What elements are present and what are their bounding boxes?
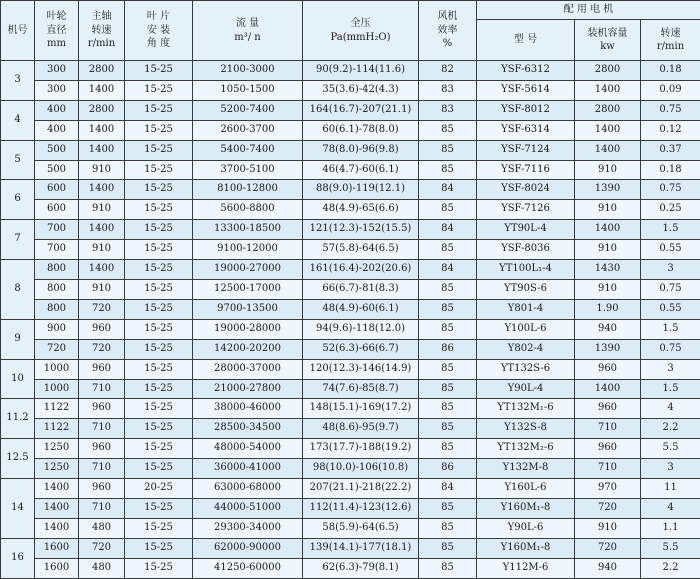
table-row [1, 359, 700, 379]
impeller-diameter-cell: 800 [35, 279, 79, 299]
motor-speed-cell: 4 [641, 399, 700, 419]
machine-no-cell: 9 [1, 319, 35, 359]
fan-efficiency-cell: 86 [419, 459, 477, 479]
flow-cell: 13300-18500 [193, 220, 303, 240]
motor-speed-cell: 1.5 [641, 379, 700, 399]
motor-model-cell: Y132S-8 [477, 419, 575, 439]
machine-no-cell: 3 [1, 61, 35, 101]
motor-speed-cell: 0.55 [641, 240, 700, 260]
motor-speed-cell: 0.18 [641, 160, 700, 180]
blade-angle-cell: 15-25 [125, 379, 193, 399]
spindle-speed-cell: 1400 [79, 220, 125, 240]
flow-cell: 62000-90000 [193, 538, 303, 558]
flow-cell: 29300-34000 [193, 518, 303, 538]
blade-angle-cell: 15-25 [125, 558, 193, 578]
spindle-speed-cell: 710 [79, 379, 125, 399]
flow-cell: 48000-54000 [193, 439, 303, 459]
table-row [1, 120, 700, 140]
blade-angle-cell: 15-25 [125, 61, 193, 81]
fan-efficiency-cell: 84 [419, 479, 477, 499]
impeller-diameter-cell: 700 [35, 220, 79, 240]
fan-efficiency-cell: 85 [419, 240, 477, 260]
fan-efficiency-cell: 85 [419, 140, 477, 160]
motor-capacity-cell: 1400 [575, 140, 641, 160]
spindle-speed-cell: 710 [79, 498, 125, 518]
fan-efficiency-cell: 85 [419, 160, 477, 180]
motor-speed-cell: 0.75 [641, 100, 700, 120]
table-row [1, 160, 700, 180]
spindle-speed-cell: 710 [79, 459, 125, 479]
blade-angle-cell: 15-25 [125, 518, 193, 538]
flow-cell: 5400-7400 [193, 140, 303, 160]
table-row [1, 240, 700, 260]
total-pressure-cell: 121(12.3)-152(15.5) [303, 220, 419, 240]
machine-no-cell: 6 [1, 180, 35, 220]
flow-cell: 2100-3000 [193, 61, 303, 81]
table-row [1, 498, 700, 518]
motor-speed-cell: 2.2 [641, 558, 700, 578]
impeller-diameter-cell: 400 [35, 120, 79, 140]
blade-angle-cell: 15-25 [125, 220, 193, 240]
spindle-speed-cell: 720 [79, 538, 125, 558]
blade-angle-cell: 15-25 [125, 100, 193, 120]
fan-efficiency-cell: 84 [419, 180, 477, 200]
fan-efficiency-cell: 85 [419, 439, 477, 459]
header-machine-no: 机号 [1, 1, 35, 61]
spindle-speed-cell: 910 [79, 279, 125, 299]
header-spindle-speed: 主轴 转速 r/min [79, 1, 125, 61]
flow-cell: 28000-37000 [193, 359, 303, 379]
flow-cell: 21000-27800 [193, 379, 303, 399]
blade-angle-cell: 15-25 [125, 279, 193, 299]
motor-model-cell: YSF-7116 [477, 160, 575, 180]
blade-angle-cell: 15-25 [125, 419, 193, 439]
table-row [1, 379, 700, 399]
flow-cell: 19000-27000 [193, 260, 303, 280]
total-pressure-cell: 48(4.9)-65(6.6) [303, 200, 419, 220]
table-row [1, 319, 700, 339]
motor-capacity-cell: 960 [575, 439, 641, 459]
motor-speed-cell: 0.75 [641, 339, 700, 359]
motor-model-cell: Y132M-8 [477, 459, 575, 479]
blade-angle-cell: 15-25 [125, 260, 193, 280]
flow-cell: 9100-12000 [193, 240, 303, 260]
impeller-diameter-cell: 900 [35, 319, 79, 339]
total-pressure-cell: 173(17.7)-188(19.2) [303, 439, 419, 459]
impeller-diameter-cell: 1600 [35, 558, 79, 578]
impeller-diameter-cell: 300 [35, 80, 79, 100]
motor-speed-cell: 0.55 [641, 299, 700, 319]
motor-speed-cell: 1.5 [641, 220, 700, 240]
motor-model-cell: Y160L-6 [477, 479, 575, 499]
motor-model-cell: Y90L-6 [477, 518, 575, 538]
impeller-diameter-cell: 1250 [35, 439, 79, 459]
motor-capacity-cell: 1390 [575, 180, 641, 200]
impeller-diameter-cell: 1600 [35, 538, 79, 558]
motor-speed-cell: 1.5 [641, 319, 700, 339]
table-body [1, 61, 700, 579]
total-pressure-cell: 60(6.1)-78(8.0) [303, 120, 419, 140]
machine-no-cell: 11.2 [1, 399, 35, 439]
total-pressure-cell: 120(12.3)-146(14.9) [303, 359, 419, 379]
motor-speed-cell: 3 [641, 260, 700, 280]
impeller-diameter-cell: 500 [35, 160, 79, 180]
fan-efficiency-cell: 85 [419, 498, 477, 518]
blade-angle-cell: 20-25 [125, 479, 193, 499]
flow-cell: 44000-51000 [193, 498, 303, 518]
motor-capacity-cell: 720 [575, 498, 641, 518]
impeller-diameter-cell: 800 [35, 260, 79, 280]
impeller-diameter-cell: 1250 [35, 459, 79, 479]
fan-efficiency-cell: 85 [419, 359, 477, 379]
blade-angle-cell: 15-25 [125, 359, 193, 379]
table-row [1, 200, 700, 220]
motor-speed-cell: 0.75 [641, 180, 700, 200]
spindle-speed-cell: 960 [79, 439, 125, 459]
machine-no-cell: 16 [1, 538, 35, 578]
total-pressure-cell: 48(8.6)-95(9.7) [303, 419, 419, 439]
flow-cell: 63000-68000 [193, 479, 303, 499]
fan-efficiency-cell: 82 [419, 61, 477, 81]
impeller-diameter-cell: 1400 [35, 498, 79, 518]
machine-no-cell: 5 [1, 140, 35, 180]
impeller-diameter-cell: 720 [35, 339, 79, 359]
fan-efficiency-cell: 84 [419, 260, 477, 280]
total-pressure-cell: 98(10.0)-106(10.8) [303, 459, 419, 479]
blade-angle-cell: 15-25 [125, 80, 193, 100]
motor-capacity-cell: 910 [575, 160, 641, 180]
motor-capacity-cell: 970 [575, 479, 641, 499]
total-pressure-cell: 148(15.1)-169(17.2) [303, 399, 419, 419]
motor-capacity-cell: 910 [575, 518, 641, 538]
flow-cell: 36000-41000 [193, 459, 303, 479]
header-motor-speed: 转速 r/min [641, 20, 700, 61]
flow-cell: 3700-5100 [193, 160, 303, 180]
motor-model-cell: Y801-4 [477, 299, 575, 319]
total-pressure-cell: 78(8.0)-96(9.8) [303, 140, 419, 160]
total-pressure-cell: 161(16.4)-202(20.6) [303, 260, 419, 280]
fan-efficiency-cell: 85 [419, 200, 477, 220]
motor-capacity-cell: 910 [575, 240, 641, 260]
table-row [1, 220, 700, 240]
motor-speed-cell: 0.37 [641, 140, 700, 160]
motor-capacity-cell: 1390 [575, 339, 641, 359]
machine-no-cell: 4 [1, 100, 35, 140]
motor-model-cell: Y112M-6 [477, 558, 575, 578]
spindle-speed-cell: 960 [79, 399, 125, 419]
header-blade-angle: 叶 片 安 装 角 度 [125, 1, 193, 61]
spindle-speed-cell: 1400 [79, 180, 125, 200]
motor-model-cell: YT132M₂-6 [477, 439, 575, 459]
blade-angle-cell: 15-25 [125, 200, 193, 220]
flow-cell: 5600-8800 [193, 200, 303, 220]
header-motor-capacity: 装机容量 kw [575, 20, 641, 61]
blade-angle-cell: 15-25 [125, 120, 193, 140]
motor-model-cell: Y160M₁-8 [477, 538, 575, 558]
total-pressure-cell: 90(9.2)-114(11.6) [303, 61, 419, 81]
table-row [1, 419, 700, 439]
impeller-diameter-cell: 1122 [35, 399, 79, 419]
spindle-speed-cell: 720 [79, 299, 125, 319]
motor-model-cell: YSF-6312 [477, 61, 575, 81]
spindle-speed-cell: 1400 [79, 260, 125, 280]
table-row [1, 538, 700, 558]
fan-efficiency-cell: 85 [419, 299, 477, 319]
impeller-diameter-cell: 600 [35, 180, 79, 200]
table-row [1, 279, 700, 299]
blade-angle-cell: 15-25 [125, 498, 193, 518]
total-pressure-cell: 66(6.7)-81(8.3) [303, 279, 419, 299]
table-row [1, 61, 700, 81]
motor-capacity-cell: 910 [575, 279, 641, 299]
motor-model-cell: YSF-8024 [477, 180, 575, 200]
fan-efficiency-cell: 83 [419, 80, 477, 100]
impeller-diameter-cell: 600 [35, 200, 79, 220]
motor-capacity-cell: 960 [575, 399, 641, 419]
fan-efficiency-cell: 85 [419, 518, 477, 538]
flow-cell: 2600-3700 [193, 120, 303, 140]
spindle-speed-cell: 910 [79, 160, 125, 180]
motor-model-cell: YSF-8012 [477, 100, 575, 120]
motor-speed-cell: 0.09 [641, 80, 700, 100]
flow-cell: 1050-1500 [193, 80, 303, 100]
fan-efficiency-cell: 85 [419, 419, 477, 439]
motor-capacity-cell: 1400 [575, 220, 641, 240]
machine-no-cell: 12.5 [1, 439, 35, 479]
motor-capacity-cell: 1430 [575, 260, 641, 280]
motor-capacity-cell: 960 [575, 359, 641, 379]
motor-speed-cell: 4 [641, 498, 700, 518]
fan-efficiency-cell: 85 [419, 538, 477, 558]
header-impeller-diameter: 叶轮 直径 mm [35, 1, 79, 61]
blade-angle-cell: 15-25 [125, 459, 193, 479]
table-row [1, 339, 700, 359]
flow-cell: 28500-34500 [193, 419, 303, 439]
total-pressure-cell: 57(5.8)-64(6.5) [303, 240, 419, 260]
motor-capacity-cell: 2800 [575, 61, 641, 81]
motor-model-cell: YSF-7124 [477, 140, 575, 160]
flow-cell: 9700-13500 [193, 299, 303, 319]
table-row [1, 299, 700, 319]
table-row [1, 80, 700, 100]
total-pressure-cell: 112(11.4)-123(12.6) [303, 498, 419, 518]
motor-capacity-cell: 710 [575, 459, 641, 479]
spindle-speed-cell: 960 [79, 479, 125, 499]
blade-angle-cell: 15-25 [125, 180, 193, 200]
motor-speed-cell: 11 [641, 479, 700, 499]
impeller-diameter-cell: 1000 [35, 379, 79, 399]
impeller-diameter-cell: 1400 [35, 518, 79, 538]
machine-no-cell: 10 [1, 359, 35, 399]
spindle-speed-cell: 910 [79, 200, 125, 220]
motor-speed-cell: 5.5 [641, 439, 700, 459]
total-pressure-cell: 94(9.6)-118(12.0) [303, 319, 419, 339]
motor-capacity-cell: 940 [575, 319, 641, 339]
table-row [1, 479, 700, 499]
total-pressure-cell: 88(9.0)-119(12.1) [303, 180, 419, 200]
spindle-speed-cell: 480 [79, 518, 125, 538]
spindle-speed-cell: 1400 [79, 120, 125, 140]
impeller-diameter-cell: 1122 [35, 419, 79, 439]
machine-no-cell: 7 [1, 220, 35, 260]
motor-model-cell: YSF-6314 [477, 120, 575, 140]
motor-speed-cell: 5.5 [641, 538, 700, 558]
motor-model-cell: YSF-5614 [477, 80, 575, 100]
blade-angle-cell: 15-25 [125, 160, 193, 180]
blade-angle-cell: 15-25 [125, 140, 193, 160]
motor-model-cell: YT100L₁-4 [477, 260, 575, 280]
header-flow: 流 量 m³/ n [193, 1, 303, 61]
motor-model-cell: Y160M₁-8 [477, 498, 575, 518]
motor-capacity-cell: 940 [575, 558, 641, 578]
table-row [1, 260, 700, 280]
motor-model-cell: YT90L-4 [477, 220, 575, 240]
blade-angle-cell: 15-25 [125, 538, 193, 558]
fan-efficiency-cell: 85 [419, 379, 477, 399]
total-pressure-cell: 46(4.7)-60(6.1) [303, 160, 419, 180]
motor-model-cell: YT132M₁-6 [477, 399, 575, 419]
impeller-diameter-cell: 700 [35, 240, 79, 260]
motor-speed-cell: 3 [641, 459, 700, 479]
flow-cell: 8100-12800 [193, 180, 303, 200]
blade-angle-cell: 15-25 [125, 339, 193, 359]
impeller-diameter-cell: 800 [35, 299, 79, 319]
impeller-diameter-cell: 400 [35, 100, 79, 120]
blade-angle-cell: 15-25 [125, 319, 193, 339]
total-pressure-cell: 139(14.1)-177(18.1) [303, 538, 419, 558]
flow-cell: 38000-46000 [193, 399, 303, 419]
blade-angle-cell: 15-25 [125, 399, 193, 419]
spindle-speed-cell: 910 [79, 240, 125, 260]
spindle-speed-cell: 710 [79, 419, 125, 439]
table-row [1, 459, 700, 479]
motor-speed-cell: 2.2 [641, 419, 700, 439]
motor-model-cell: Y100L-6 [477, 319, 575, 339]
spindle-speed-cell: 2800 [79, 100, 125, 120]
flow-cell: 12500-17000 [193, 279, 303, 299]
impeller-diameter-cell: 1400 [35, 479, 79, 499]
motor-capacity-cell: 720 [575, 538, 641, 558]
fan-efficiency-cell: 83 [419, 100, 477, 120]
motor-capacity-cell: 1.90 [575, 299, 641, 319]
header-fan-efficiency: 风机 效率 % [419, 1, 477, 61]
motor-model-cell: YSF-8036 [477, 240, 575, 260]
impeller-diameter-cell: 500 [35, 140, 79, 160]
total-pressure-cell: 52(6.3)-66(6.7) [303, 339, 419, 359]
total-pressure-cell: 207(21.1)-218(22.2) [303, 479, 419, 499]
motor-speed-cell: 1.1 [641, 518, 700, 538]
header-total-pressure: 全压 Pa(mmH₂O) [303, 1, 419, 61]
fan-efficiency-cell: 85 [419, 399, 477, 419]
motor-speed-cell: 0.25 [641, 200, 700, 220]
fan-efficiency-cell: 85 [419, 279, 477, 299]
motor-model-cell: YT132S-6 [477, 359, 575, 379]
blade-angle-cell: 15-25 [125, 299, 193, 319]
motor-speed-cell: 0.18 [641, 61, 700, 81]
fan-efficiency-cell: 85 [419, 558, 477, 578]
machine-no-cell: 8 [1, 260, 35, 320]
motor-model-cell: Y802-4 [477, 339, 575, 359]
table-row [1, 180, 700, 200]
table-row [1, 100, 700, 120]
motor-speed-cell: 3 [641, 359, 700, 379]
table-row [1, 518, 700, 538]
spindle-speed-cell: 720 [79, 339, 125, 359]
spindle-speed-cell: 960 [79, 359, 125, 379]
table-row [1, 439, 700, 459]
machine-no-cell: 14 [1, 479, 35, 539]
fan-efficiency-cell: 85 [419, 319, 477, 339]
impeller-diameter-cell: 1000 [35, 359, 79, 379]
spindle-speed-cell: 1400 [79, 140, 125, 160]
motor-speed-cell: 0.75 [641, 279, 700, 299]
spindle-speed-cell: 480 [79, 558, 125, 578]
total-pressure-cell: 74(7.6)-85(8.7) [303, 379, 419, 399]
spindle-speed-cell: 960 [79, 319, 125, 339]
impeller-diameter-cell: 300 [35, 61, 79, 81]
motor-model-cell: Y90L-4 [477, 379, 575, 399]
motor-model-cell: YT90S-6 [477, 279, 575, 299]
table-row [1, 140, 700, 160]
flow-cell: 14200-20200 [193, 339, 303, 359]
fan-efficiency-cell: 85 [419, 120, 477, 140]
blade-angle-cell: 15-25 [125, 439, 193, 459]
flow-cell: 41250-60000 [193, 558, 303, 578]
fan-efficiency-cell: 84 [419, 220, 477, 240]
total-pressure-cell: 164(16.7)-207(21.1) [303, 100, 419, 120]
fan-efficiency-cell: 86 [419, 339, 477, 359]
motor-capacity-cell: 1400 [575, 120, 641, 140]
spindle-speed-cell: 2800 [79, 61, 125, 81]
motor-model-cell: YSF-7126 [477, 200, 575, 220]
motor-capacity-cell: 910 [575, 200, 641, 220]
motor-capacity-cell: 1400 [575, 379, 641, 399]
total-pressure-cell: 48(4.9)-60(6.1) [303, 299, 419, 319]
motor-speed-cell: 0.12 [641, 120, 700, 140]
total-pressure-cell: 58(5.9)-64(6.5) [303, 518, 419, 538]
spindle-speed-cell: 1400 [79, 80, 125, 100]
motor-capacity-cell: 2800 [575, 100, 641, 120]
total-pressure-cell: 62(6.3)-79(8.1) [303, 558, 419, 578]
table-row [1, 558, 700, 578]
motor-capacity-cell: 1400 [575, 80, 641, 100]
blade-angle-cell: 15-25 [125, 240, 193, 260]
header-motor-model: 型 号 [477, 20, 575, 61]
motor-capacity-cell: 710 [575, 419, 641, 439]
flow-cell: 19000-28000 [193, 319, 303, 339]
flow-cell: 5200-7400 [193, 100, 303, 120]
total-pressure-cell: 35(3.6)-42(4.3) [303, 80, 419, 100]
table-row [1, 399, 700, 419]
header-motor-group: 配 用 电 机 [477, 1, 700, 20]
